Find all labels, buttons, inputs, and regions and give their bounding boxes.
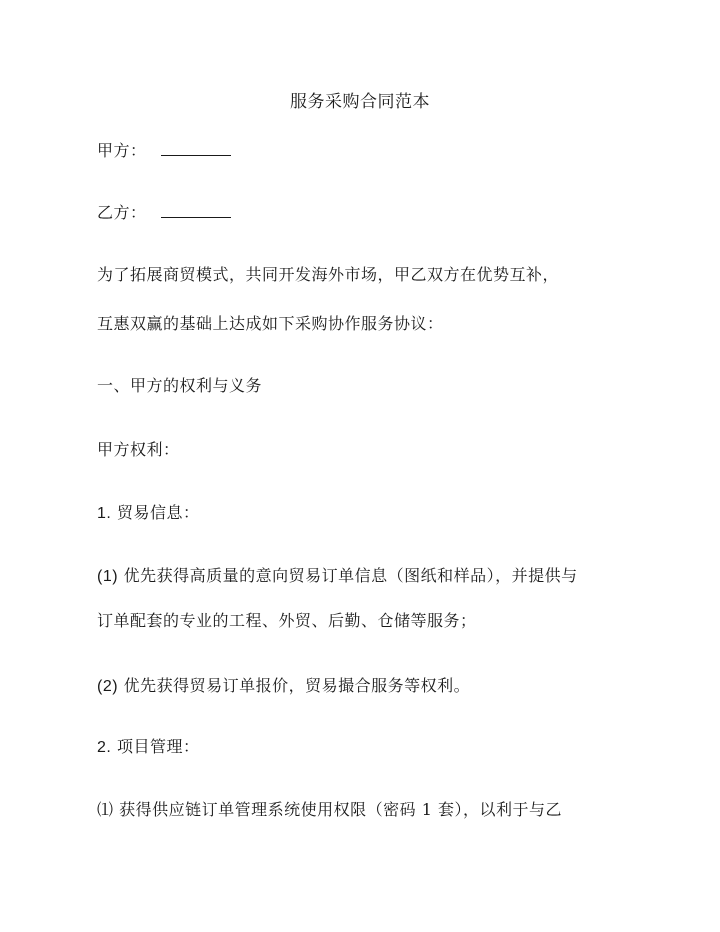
intro-line-2: 互惠双赢的基础上达成如下采购协作服务协议： (97, 314, 444, 333)
item-1-sub-2-text: 优先获得贸易订单报价，贸易撮合服务等权利。 (123, 676, 471, 695)
party-a-line (97, 141, 231, 161)
item-1-sub-2-number: (2) (97, 678, 119, 695)
party-a-blank (161, 141, 231, 156)
item-2-label: 项目管理： (116, 737, 200, 756)
item-2-number: 2. (97, 739, 112, 756)
item-1-sub-1-line-2: 订单配套的专业的工程、外贸、后勤、仓储等服务； (97, 611, 477, 630)
party-b-line (97, 203, 231, 223)
intro-line-1: 为了拓展商贸模式，共同开发海外市场，甲乙双方在优势互补， (97, 265, 560, 284)
item-2-sub-1-number: ⑴ (97, 800, 114, 819)
item-2 (97, 737, 199, 758)
item-1 (97, 503, 199, 524)
item-2-sub-1-text: 获得供应链订单管理系统使用权限（密码 1 套），以利于与乙 (119, 800, 562, 819)
party-a-label: 甲方： (97, 141, 147, 160)
item-1-label: 贸易信息： (116, 503, 200, 522)
rights-heading: 甲方权利： (97, 440, 180, 459)
item-1-sub-1-number: (1) (97, 568, 119, 585)
party-b-label: 乙方： (97, 203, 147, 222)
item-1-sub-2 (97, 676, 470, 697)
item-2-sub-1 (97, 800, 562, 820)
party-b-blank (161, 203, 231, 218)
item-1-number: 1. (97, 505, 112, 522)
document-title: 服务采购合同范本 (290, 92, 430, 112)
section-1-heading: 一、甲方的权利与义务 (97, 376, 263, 395)
item-1-sub-1-line-1 (97, 566, 578, 587)
item-1-sub-1-text: 优先获得高质量的意向贸易订单信息（图纸和样品），并提供与 (123, 566, 578, 585)
